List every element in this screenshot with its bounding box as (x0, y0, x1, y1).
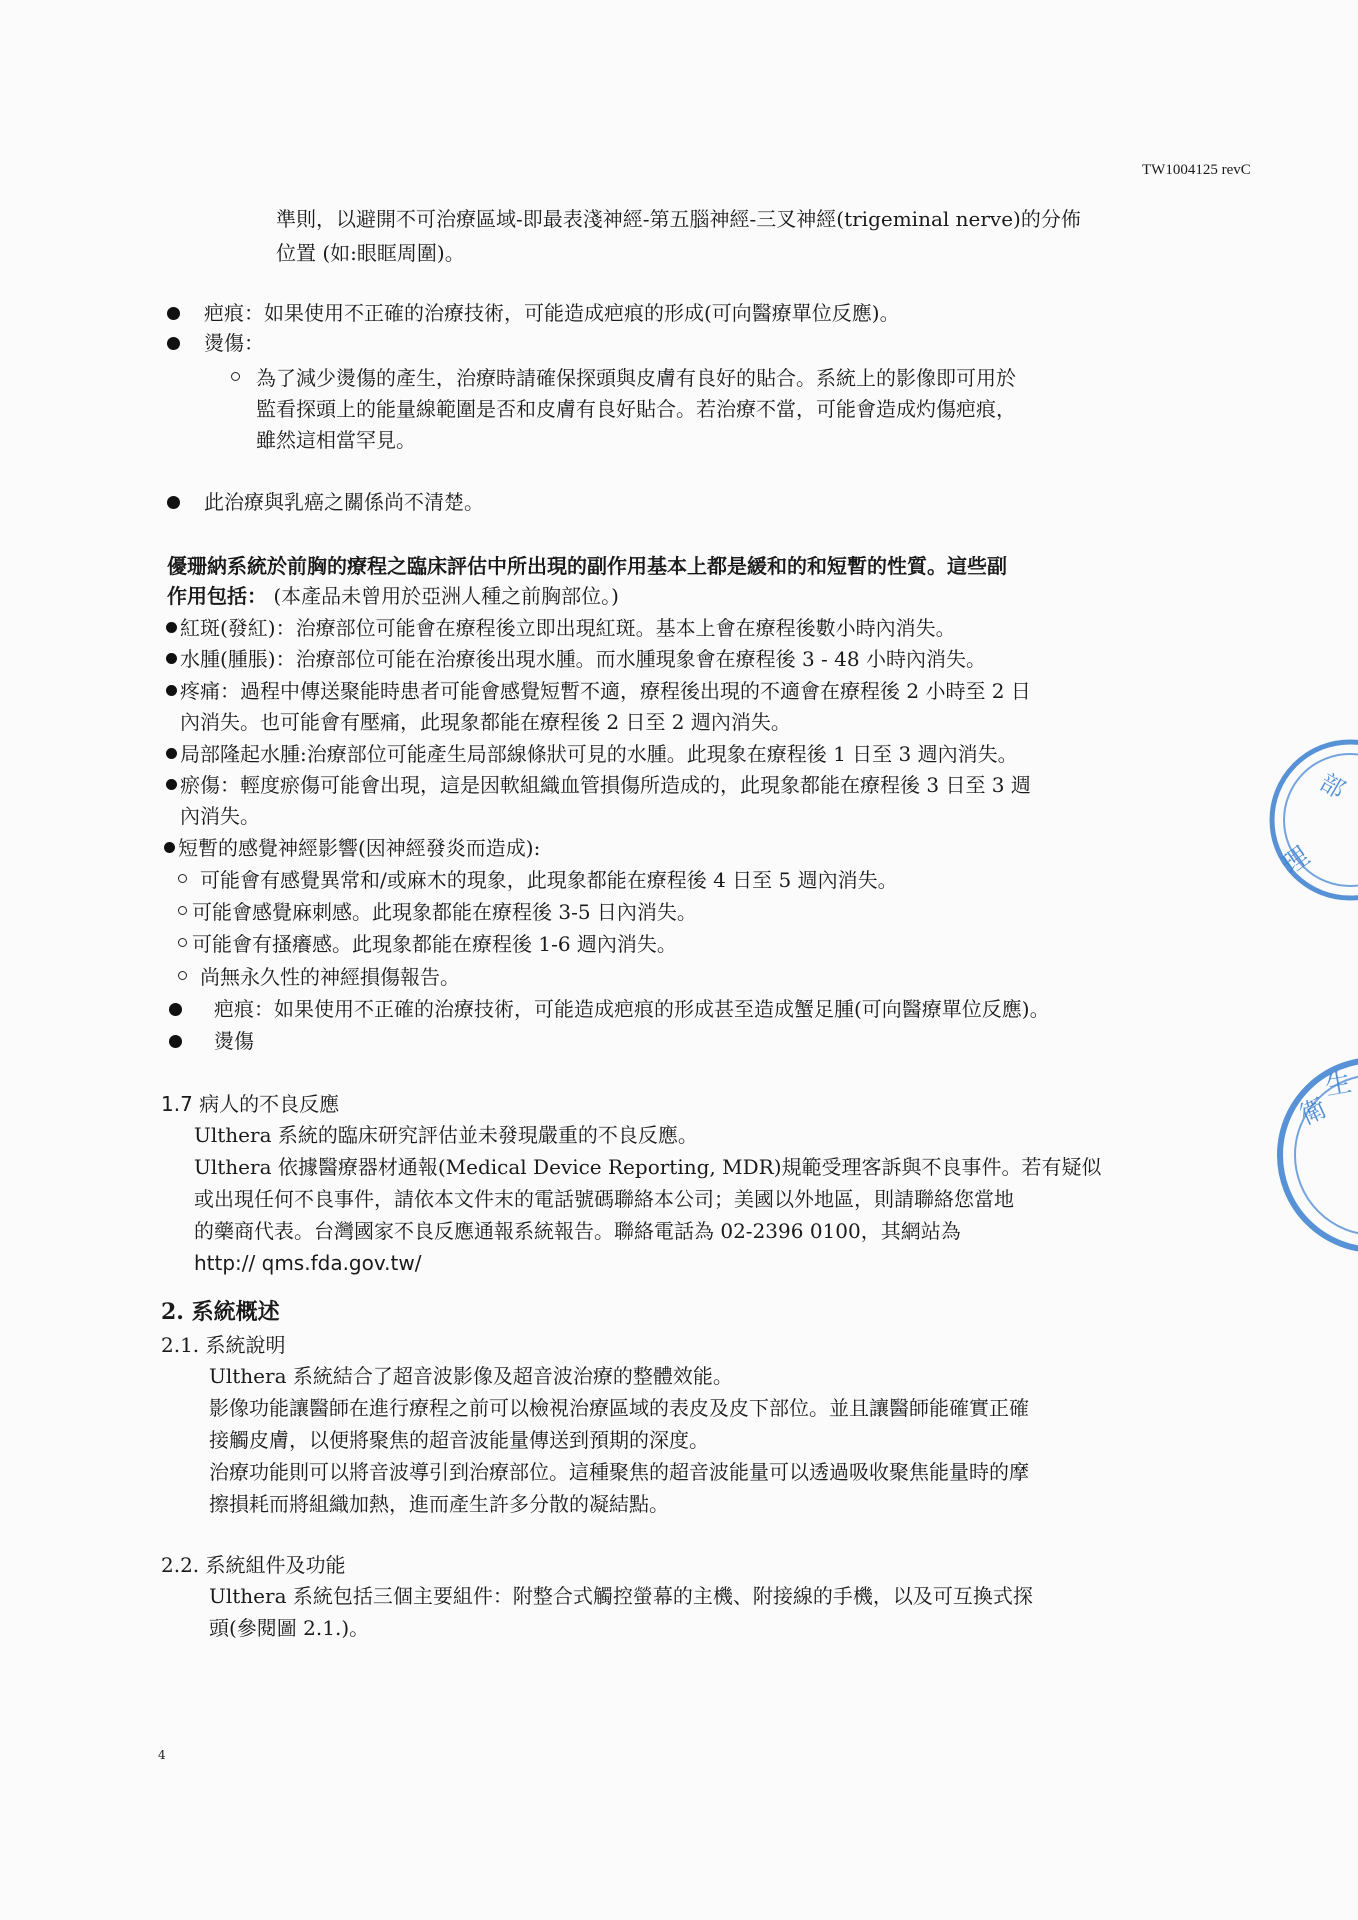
burn-risk-title: 燙傷： (204, 331, 264, 355)
burn-item: 燙傷 (214, 1029, 254, 1053)
official-stamp-bottom (1265, 1025, 1358, 1255)
bruise-item-line-1: 瘀傷：輕度瘀傷可能會出現，這是因軟組織血管損傷所造成的，此現象都能在療程後 3 日至 3 週 (180, 773, 1031, 797)
hollow-bullet-icon (178, 938, 187, 947)
nerve-item-4: 尚無永久性的神經損傷報告。 (200, 965, 460, 989)
section-1-7-line-2: Ulthera 依據醫療器材通報(Medical Device Reporting, MDR)規範受理客訴與不良事件。若有疑似 (194, 1155, 1102, 1179)
hollow-bullet-icon (178, 874, 187, 883)
section-1-7-title: 1.7 病人的不良反應 (161, 1092, 340, 1116)
burn-detail-line-1: 為了減少燙傷的產生，治療時請確保探頭與皮膚有良好的貼合。系統上的影像即可用於 (256, 366, 1016, 390)
welts-item: 局部隆起水腫:治療部位可能產生局部線條狀可見的水腫。此現象在療程後 1 日至 3 週內消失。 (180, 742, 1018, 766)
svg-text:理: 理 (1276, 841, 1316, 881)
erythema-item: 紅斑(發紅)：治療部位可能會在療程後立即出現紅斑。基本上會在療程後數小時內消失。 (180, 616, 956, 640)
section-2-1-line-1: Ulthera 系統結合了超音波影像及超音波治療的整體效能。 (209, 1364, 733, 1388)
hollow-bullet-icon (231, 372, 240, 381)
bullet-icon (166, 748, 177, 759)
pain-item-line-1: 疼痛：過程中傳送聚能時患者可能會感覺短暫不適，療程後出現的不適會在療程後 2 小時至 2 日 (180, 679, 1031, 703)
document-code: TW1004125 revC (1142, 162, 1251, 178)
section-2-1-line-2: 影像功能讓醫師在進行療程之前可以檢視治療區域的表皮及皮下部位。並且讓醫師能確實正確 (209, 1396, 1029, 1420)
section-2-1-line-3: 接觸皮膚，以便將聚焦的超音波能量傳送到預期的深度。 (209, 1428, 709, 1452)
bullet-icon (167, 337, 180, 350)
bullet-icon (169, 1035, 182, 1048)
side-effects-heading-bold: 作用包括： (167, 584, 267, 608)
side-effects-heading-line-2 (167, 581, 619, 611)
section-2-1-line-5: 擦損耗而將組織加熱，進而產生許多分散的凝結點。 (209, 1492, 669, 1516)
bullet-icon (166, 622, 177, 633)
bullet-icon (169, 1003, 182, 1016)
pain-item-line-2: 內消失。也可能會有壓痛，此現象都能在療程後 2 日至 2 週內消失。 (180, 710, 791, 734)
nerve-item-2: 可能會感覺麻刺感。此現象都能在療程後 3-5 日內消失。 (192, 900, 697, 924)
official-stamp-top (1230, 735, 1358, 905)
nerve-item-3: 可能會有搔癢感。此現象都能在療程後 1-6 週內消失。 (192, 932, 677, 956)
bruise-item-line-2: 內消失。 (180, 804, 260, 828)
edema-item: 水腫(腫脹)：治療部位可能在治療後出現水腫。而水腫現象會在療程後 3 - 48 小時內消失。 (180, 647, 986, 671)
section-2-1-title: 2.1. 系統說明 (161, 1333, 286, 1357)
intro-line-2: 位置 (如:眼眶周圍)。 (276, 241, 465, 265)
section-1-7-line-3: 或出現任何不良事件，請依本文件末的電話號碼聯絡本公司；美國以外地區，則請聯絡您當地 (194, 1187, 1014, 1211)
svg-text:部: 部 (1315, 767, 1350, 805)
scar-keloid-item: 疤痕：如果使用不正確的治療技術，可能造成疤痕的形成甚至造成蟹足腫(可向醫療單位反應)。 (214, 997, 1050, 1021)
bullet-icon (167, 307, 180, 320)
fda-url: http:// qms.fda.gov.tw/ (194, 1251, 422, 1275)
intro-line-1: 準則，以避開不可治療區域-即最表淺神經-第五腦神經-三叉神經(trigeminal nerve)的分佈 (276, 207, 1081, 231)
section-2-2-title: 2.2. 系統組件及功能 (161, 1553, 346, 1577)
bullet-icon (166, 685, 177, 696)
section-2-2-line-1: Ulthera 系統包括三個主要組件：附整合式觸控螢幕的主機、附接線的手機，以及可互換式探 (209, 1584, 1033, 1608)
section-2-1-line-4: 治療功能則可以將音波導引到治療部位。這種聚焦的超音波能量可以透過吸收聚焦能量時的摩 (209, 1460, 1029, 1484)
section-1-7-line-4: 的藥商代表。台灣國家不良反應通報系統報告。聯絡電話為 02-2396 0100，其網站為 (194, 1219, 961, 1243)
breast-cancer-note: 此治療與乳癌之關係尚不清楚。 (204, 490, 484, 514)
side-effects-heading-note: (本產品未曾用於亞洲人種之前胸部位。) (273, 584, 619, 608)
burn-detail-line-2: 監看探頭上的能量線範圍是否和皮膚有良好貼合。若治療不當，可能會造成灼傷疤痕， (256, 397, 1016, 421)
bullet-icon (166, 653, 177, 664)
section-2-2-line-2: 頭(參閱圖 2.1.)。 (209, 1616, 370, 1640)
svg-text:衛: 衛 (1295, 1093, 1332, 1132)
page-number: 4 (158, 1748, 166, 1762)
side-effects-heading-line-1: 優珊納系統於前胸的療程之臨床評估中所出現的副作用基本上都是緩和的和短暫的性質。這些副 (167, 554, 1007, 578)
scar-risk: 疤痕：如果使用不正確的治療技術，可能造成疤痕的形成(可向醫療單位反應)。 (204, 301, 900, 325)
nerve-effects-title: 短暫的感覺神經影響(因神經發炎而造成): (178, 836, 541, 860)
nerve-item-1: 可能會有感覺異常和/或麻木的現象，此現象都能在療程後 4 日至 5 週內消失。 (200, 868, 898, 892)
bullet-icon (166, 779, 177, 790)
svg-text:生: 生 (1323, 1067, 1354, 1102)
bullet-icon (164, 842, 175, 853)
bullet-icon (167, 496, 180, 509)
burn-detail-line-3: 雖然這相當罕見。 (256, 428, 416, 452)
hollow-bullet-icon (178, 971, 187, 980)
hollow-bullet-icon (178, 906, 187, 915)
section-2-title: 2. 系統概述 (161, 1299, 280, 1325)
section-1-7-line-1: Ulthera 系統的臨床研究評估並未發現嚴重的不良反應。 (194, 1123, 698, 1147)
